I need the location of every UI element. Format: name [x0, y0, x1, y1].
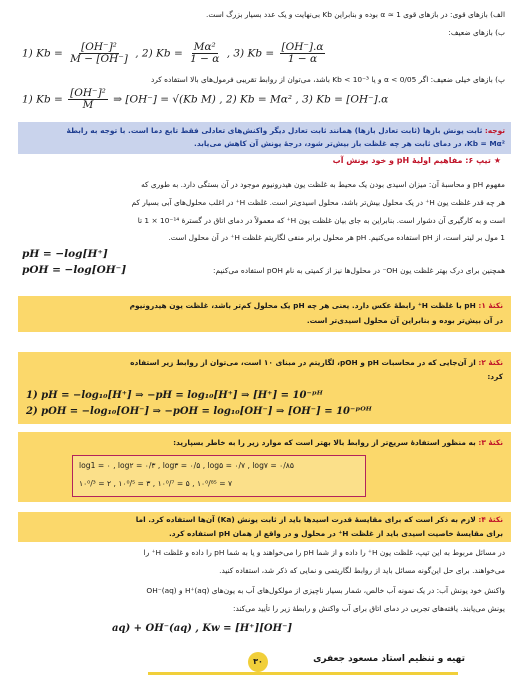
- intro-weak-bases: ب) بازهای ضعیف:: [448, 28, 505, 37]
- ph-formula: pH = −log[H⁺]: [22, 248, 108, 260]
- closing-line-1: در مسائل مربوط به این تیپ، غلظت یون H⁺ را داده و از شما pH را می‌خواهند و یا به شما pH را داده و غلظت H⁺ را: [143, 548, 505, 557]
- log-values-row: log1 = ۰ , log۲ = ۰/۳ , log۳ = ۰/۵ , log۵ = ۰/۷ , log۷ = ۰/۸۵: [79, 461, 294, 470]
- footer-underline: [148, 672, 458, 675]
- intro-strong-bases: الف) بازهای قوی: در بازهای قوی α ≃ 1 بوده و بنابراین Kb بی‌نهایت و یک عدد بسیار بزرگ است.: [205, 10, 505, 19]
- note-2-line-1: نکتهٔ ۲: از آن‌جایی که در محاسبات pH و pOH، لگاریتم در مبنای ۱۰ است، می‌توان از روابط زیر استفاده: [130, 358, 503, 367]
- closing-line-4: یونش می‌یابند. یافته‌های تجربی در دمای اتاق برای آب واکنش و رابطهٔ زیر را تأیید می‌کند:: [233, 604, 505, 613]
- note-4-line-2: برای مقایسهٔ خاصیت اسیدی باید از غلظت H⁺ در محلول و در واقع از همان pH استفاده کرد.: [168, 529, 503, 538]
- note-1-line-1: نکتهٔ ۱: pH با غلظت H⁺ رابطهٔ عکس دارد. یعنی هر چه pH یک محلول کم‌تر باشد، غلظت یون هیدرونیوم: [129, 301, 503, 310]
- closing-line-2: می‌خواهند. برای حل این‌گونه مسائل باید از روابط لگاریتمی و نمایی که ذکر شد، استفاده کنید.: [219, 566, 505, 575]
- approx-formulas: 1) Kb = $\frac{\text{[OH⁻]²}}{M}$ ⇒ [OH⁻] = √(Kb M) , 2) Kb = Mα² , 3) Kb = [OH⁻].α: [22, 87, 389, 111]
- note-2-box: [18, 352, 511, 424]
- note-2-eq-1: 1) pH = −log₁₀[H⁺] ⇒ −pH = log₁₀[H⁺] ⇒ [H⁺] = 10⁻ᵖᴴ: [26, 390, 323, 401]
- footer-credit: تهیه و تنظیم استاد مسعود جعفری: [313, 654, 465, 664]
- very-weak-base-note: پ) بازهای خیلی ضعیف: اگر 0/05 > α و یا ³⁻10 > Kb باشد، می‌توان از روابط تقریبی فرمول‌های بالا استفاده کرد: [150, 75, 505, 84]
- attention-line-2: Kb = Mα²، در دمای ثابت هر چه غلظت باز بیش‌تر شود، درجهٔ یونش آن کاهش می‌یابد.: [194, 139, 505, 148]
- note-3-line-1: نکتهٔ ۳: به منظور استفادهٔ سریع‌تر از روابط بالا بهتر است که موارد زیر را به خاطر بسپارید:: [173, 438, 503, 447]
- log-values-table: [72, 455, 366, 497]
- ph-concept-line-1: مفهوم pH و محاسبهٔ آن: میزان اسیدی بودن یک محیط به غلظت یون هیدرونیوم موجود در آن بستگی دارد. به طوری که: [141, 180, 505, 189]
- section-heading: ★تیپ ۶: مفاهیم اولیهٔ pH و خود یونش آب: [332, 156, 501, 165]
- weak-base-formulas: 1) Kb = $\frac{\text{[OH⁻]²}}{M - [OH^-]}$ , 2) Kb = $\frac{\text{Mα²}}{1 - \alpha}$ , 3) Kb = $\frac{[OH^-].\alpha}{1 - \alpha}$: [22, 41, 324, 65]
- attention-line-1: توجه: ثابت یونش بازها (ثابت تعادل بازها) همانند ثابت تعادل دیگر واکنش‌های تعادلی فقط تابع دما است. با توجه به رابطهٔ: [66, 126, 505, 135]
- ph-concept-line-3: است و به کارگیری آن دشوار است. بنابراین به جای بیان غلظت یون H⁺ که معمولاً در دمای اتاق در گسترهٔ ¹⁴⁻10 × 1 تا: [137, 216, 505, 225]
- ph-concept-line-2: هر چه قدر غلظت یون H⁺ در یک محلول بیش‌تر باشد، محلول اسیدی‌تر است. غلظت H⁺ در اغلب محلول‌های آبی بسیار کم: [131, 198, 505, 207]
- star-icon: ★: [493, 156, 501, 165]
- footer: [135, 652, 465, 674]
- note-2-eq-2: 2) pOH = −log₁₀[OH⁻] ⇒ −pOH = log₁₀[OH⁻] ⇒ [OH⁻] = 10⁻ᵖᴼᴴ: [26, 406, 372, 417]
- page-number: ۳۰: [248, 652, 268, 672]
- power-values-row: ۱۰⁰/³ = ۲ , ۱۰⁰/⁵ = ۳ , ۱۰⁰/⁷ = ۵ , ۱۰⁰/⁸⁵ = ۷: [79, 479, 233, 488]
- note-4-line-1: نکتهٔ ۴: لازم به ذکر است که برای مقایسهٔ قدرت اسیدها باید از ثابت یونش (Ka) آن‌ها استفاده کرد. اما: [135, 515, 503, 524]
- attention-box: [18, 122, 511, 154]
- poh-intro: همچنین برای درک بهتر غلظت یون OH⁻ در محلول‌ها نیز از کمیتی به نام pOH استفاده می‌کنیم:: [213, 266, 505, 275]
- water-autoionization-eq: aq) + OH⁻(aq) , Kw = [H⁺][OH⁻]: [112, 623, 293, 634]
- ph-concept-line-4: 1 مول بر لیتر است، از pH استفاده می‌کنیم. pH هر محلول برابر منفی لگاریتم غلظت H⁺ در آن محلول است.: [168, 233, 505, 242]
- note-1-line-2: در آن بیش‌تر بوده و بنابراین آن محلول اسیدی‌تر است.: [306, 316, 503, 325]
- note-1-box: [18, 296, 511, 332]
- closing-line-3: واکنش خود یونش آب: در یک نمونه آب خالص، شمار بسیار ناچیزی از مولکول‌های آب به یون‌های H⁺(aq) و OH⁻(aq): [146, 586, 505, 595]
- note-4-box: [18, 512, 511, 542]
- poh-formula: pOH = −log[OH⁻]: [22, 264, 127, 276]
- note-2-line-2: کرد:: [487, 372, 503, 381]
